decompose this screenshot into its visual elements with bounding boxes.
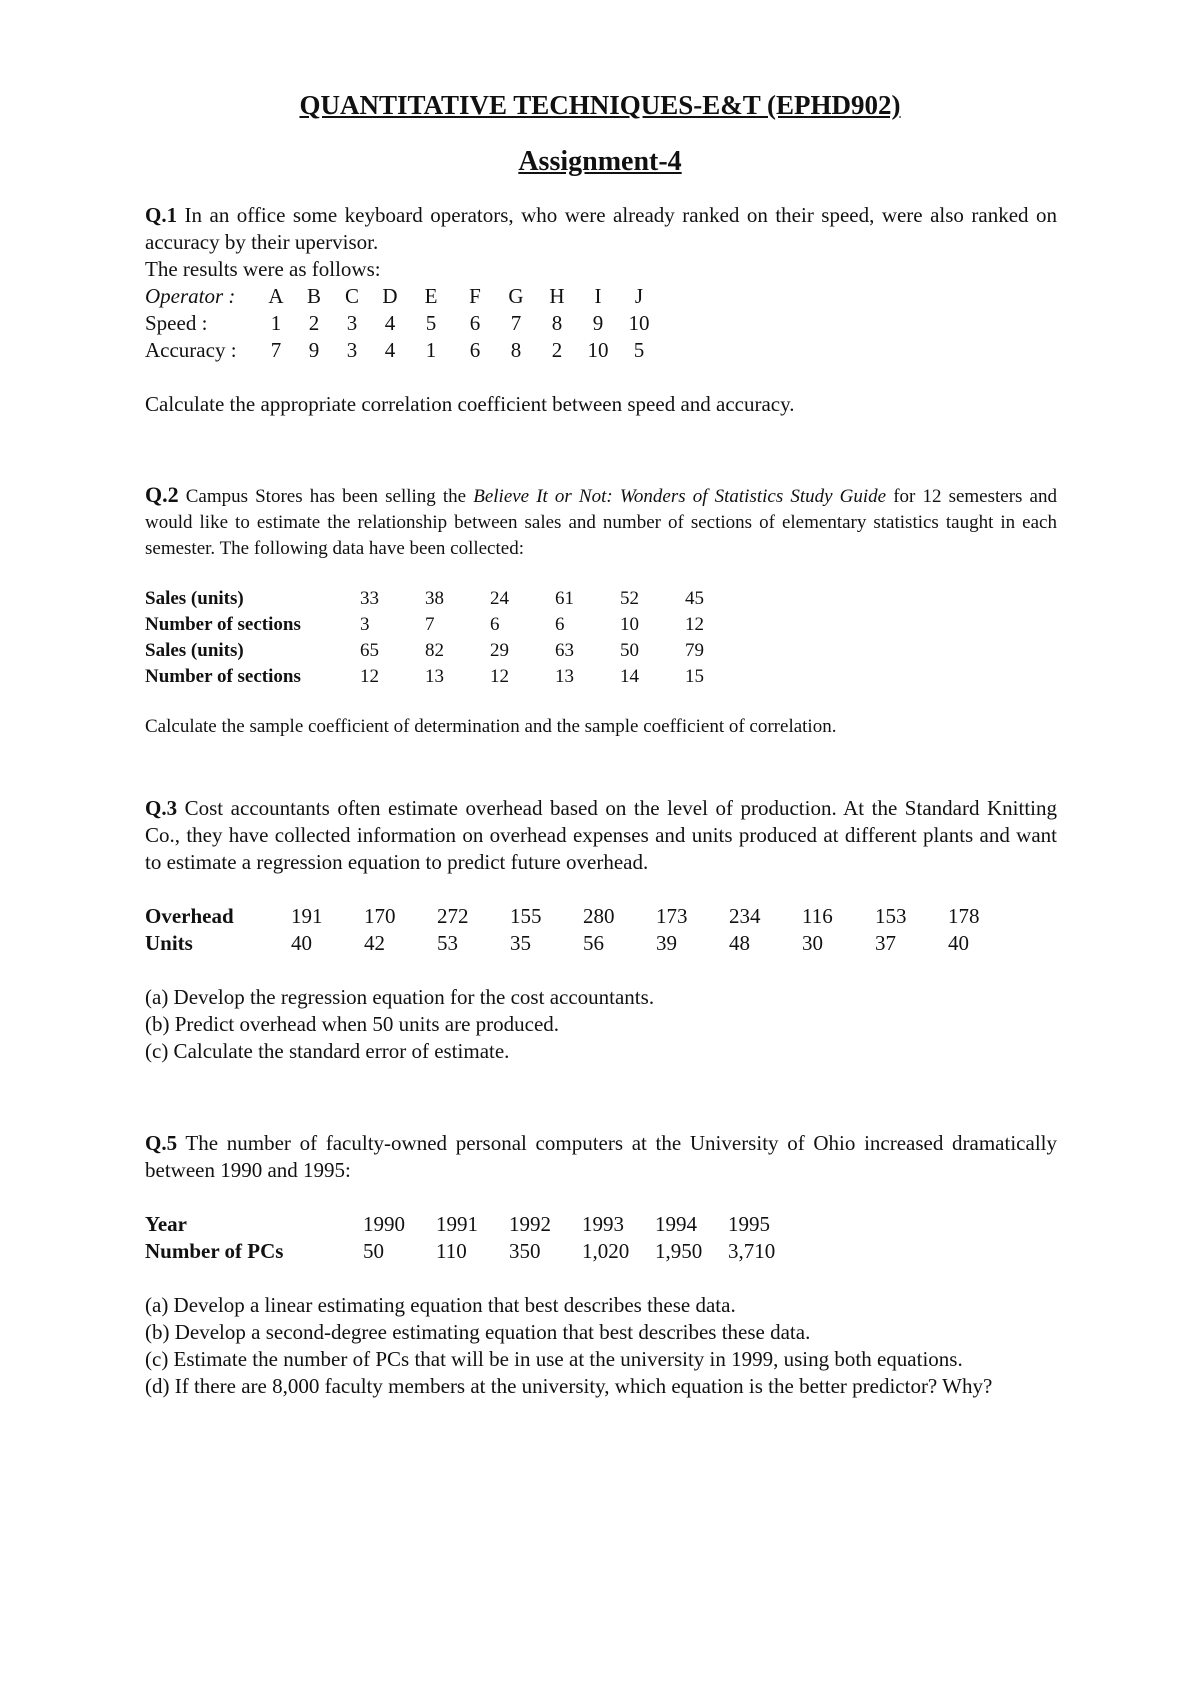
speed-cell: 8 — [551, 311, 563, 335]
q2-row-label: Number of sections — [145, 666, 301, 687]
q5-cell: 50 — [363, 1239, 384, 1263]
q5-cell: 1995 — [728, 1212, 770, 1236]
operator-cell: C — [344, 284, 359, 308]
q3-part: (c) Calculate the standard error of estimate. — [145, 1039, 510, 1063]
q5-cell: 1990 — [363, 1212, 405, 1236]
q3-table — [145, 903, 1057, 957]
q5-row-label: Year — [145, 1212, 187, 1236]
q3-cell: 153 — [875, 904, 907, 928]
q5-cell: 350 — [509, 1239, 541, 1263]
q3-cell: 42 — [364, 931, 385, 955]
q2-cell: 82 — [425, 640, 444, 661]
q5-cell: 1991 — [436, 1212, 478, 1236]
q3-cell: 116 — [802, 904, 833, 928]
q3-row-label: Overhead — [145, 904, 234, 928]
q2-cell: 45 — [685, 588, 704, 609]
q2-row — [145, 612, 1057, 638]
speed-cell: 3 — [346, 311, 358, 335]
q1-speed-row — [145, 310, 1057, 337]
q2-number: Q.2 — [145, 482, 179, 507]
q1-intro — [145, 202, 1057, 256]
q2-cell: 65 — [360, 640, 379, 661]
q2-book-title: Believe It or Not: Wonders of Statistics Study Guide — [473, 486, 887, 507]
q5-cell: 3,710 — [728, 1239, 776, 1263]
q3-number: Q.3 — [145, 796, 178, 820]
q3-parts — [145, 984, 1057, 1065]
q3-cell: 170 — [364, 904, 396, 928]
speed-cell: 6 — [469, 311, 481, 335]
q5-number: Q.5 — [145, 1131, 178, 1155]
operator-cell: E — [424, 284, 438, 308]
operator-cell: H — [549, 284, 565, 308]
q1-number: Q.1 — [145, 203, 178, 227]
q2-intro — [145, 482, 1057, 562]
question-1 — [145, 202, 1057, 418]
q5-cell: 110 — [436, 1239, 467, 1263]
question-5 — [145, 1130, 1057, 1400]
q3-cell: 191 — [291, 904, 323, 928]
speed-cell: 10 — [628, 311, 650, 335]
operator-cell: I — [594, 284, 602, 308]
operator-cell: D — [382, 284, 398, 308]
q2-row — [145, 586, 1057, 612]
q2-cell: 50 — [620, 640, 639, 661]
q3-part: (b) Predict overhead when 50 units are produced. — [145, 1012, 560, 1036]
q2-cell: 14 — [620, 666, 639, 687]
q5-part: (b) Develop a second-degree estimating equation that best describes these data. — [145, 1320, 811, 1344]
speed-cell: 4 — [384, 311, 396, 335]
speed-cell: 2 — [308, 311, 320, 335]
speed-cell: 5 — [425, 311, 437, 335]
q3-cell: 178 — [948, 904, 980, 928]
q2-cell: 33 — [360, 588, 379, 609]
q2-row-label: Number of sections — [145, 614, 301, 635]
operator-cell: F — [469, 284, 481, 308]
q3-row-units — [145, 930, 1057, 957]
q3-cell: 280 — [583, 904, 615, 928]
q3-cell: 56 — [583, 931, 604, 955]
question-3 — [145, 795, 1057, 1065]
q2-cell: 24 — [490, 588, 509, 609]
q2-cell: 52 — [620, 588, 639, 609]
q2-cell: 61 — [555, 588, 574, 609]
q1-question: Calculate the appropriate correlation coefficient between speed and accuracy. — [145, 392, 795, 416]
q3-cell: 48 — [729, 931, 750, 955]
q2-cell: 29 — [490, 640, 509, 661]
q5-part: (d) If there are 8,000 faculty members at the university, which equation is the better predictor? Why? — [145, 1374, 993, 1398]
q3-row-label: Units — [145, 931, 193, 955]
q5-row-pcs — [145, 1238, 1057, 1265]
q1-accuracy-row — [145, 337, 1057, 364]
q3-row-overhead — [145, 903, 1057, 930]
q5-part: (a) Develop a linear estimating equation that best describes these data. — [145, 1293, 736, 1317]
q2-row-label: Sales (units) — [145, 588, 244, 609]
q3-cell: 30 — [802, 931, 823, 955]
speed-cell: 7 — [510, 311, 522, 335]
q3-cell: 40 — [948, 931, 969, 955]
operator-cell: A — [268, 284, 284, 308]
speed-cell: 1 — [270, 311, 282, 335]
accuracy-cell: 1 — [425, 338, 437, 362]
q5-cell: 1,950 — [655, 1239, 703, 1263]
q2-cell: 12 — [360, 666, 379, 687]
q3-intro — [145, 795, 1057, 876]
q5-cell: 1994 — [655, 1212, 697, 1236]
q2-question: Calculate the sample coefficient of determination and the sample coefficient of correlation. — [145, 716, 837, 737]
q3-part: (a) Develop the regression equation for the cost accountants. — [145, 985, 655, 1009]
q2-cell: 3 — [360, 614, 370, 635]
q1-table — [145, 283, 1057, 364]
operator-label: Operator : — [145, 284, 236, 308]
q2-cell: 38 — [425, 588, 444, 609]
q5-part: (c) Estimate the number of PCs that will be in use at the university in 1999, using both equations. — [145, 1347, 963, 1371]
assignment-subtitle: Assignment-4 — [518, 146, 682, 177]
q2-cell: 6 — [490, 614, 500, 635]
q2-table — [145, 586, 1057, 690]
q2-row — [145, 664, 1057, 690]
accuracy-cell: 10 — [587, 338, 609, 362]
q5-row-label: Number of PCs — [145, 1239, 284, 1263]
accuracy-cell: 6 — [469, 338, 481, 362]
operator-cell: G — [508, 284, 524, 308]
q3-cell: 39 — [656, 931, 677, 955]
q3-cell: 37 — [875, 931, 896, 955]
question-2 — [145, 482, 1057, 740]
q2-text-a: Campus Stores has been selling the — [178, 486, 474, 507]
q2-cell: 7 — [425, 614, 435, 635]
q3-cell: 173 — [656, 904, 688, 928]
accuracy-cell: 4 — [384, 338, 396, 362]
q2-cell: 13 — [555, 666, 574, 687]
q5-parts — [145, 1292, 1057, 1400]
accuracy-cell: 3 — [346, 338, 358, 362]
q5-cell: 1,020 — [582, 1239, 630, 1263]
q2-row — [145, 638, 1057, 664]
q2-cell: 6 — [555, 614, 565, 635]
speed-cell: 9 — [592, 311, 604, 335]
q5-intro — [145, 1130, 1057, 1184]
q2-cell: 13 — [425, 666, 444, 687]
accuracy-cell: 9 — [308, 338, 320, 362]
operator-cell: B — [306, 284, 321, 308]
document-title: QUANTITATIVE TECHNIQUES-E&T (EPHD902) — [299, 90, 901, 120]
q5-cell: 1992 — [509, 1212, 551, 1236]
q2-cell: 15 — [685, 666, 704, 687]
q3-cell: 155 — [510, 904, 542, 928]
operator-cell: J — [634, 284, 644, 308]
q2-cell: 12 — [685, 614, 704, 635]
q5-table — [145, 1211, 1057, 1265]
accuracy-label: Accuracy : — [145, 338, 237, 362]
accuracy-cell: 7 — [270, 338, 282, 362]
q2-cell: 10 — [620, 614, 639, 635]
q3-cell: 272 — [437, 904, 469, 928]
q5-cell: 1993 — [582, 1212, 624, 1236]
q2-cell: 12 — [490, 666, 509, 687]
q5-row-year — [145, 1211, 1057, 1238]
accuracy-cell: 8 — [510, 338, 522, 362]
accuracy-cell: 2 — [551, 338, 563, 362]
q2-cell: 63 — [555, 640, 574, 661]
accuracy-cell: 5 — [633, 338, 645, 362]
q1-intro-text: In an office some keyboard operators, who were already ranked on their speed, were also ranked on accuracy by their upervisor. — [145, 203, 1057, 254]
q3-cell: 40 — [291, 931, 312, 955]
q3-cell: 35 — [510, 931, 531, 955]
q2-text-b: for 12 semesters and would like to estimate the relationship between sales and number of sections of elementary statistics taught in each semester. The following data have been collected: — [145, 486, 1057, 559]
q1-operator-row — [145, 283, 1057, 310]
q5-text: The number of faculty-owned personal computers at the University of Ohio increased dramatically between 1990 and 1995: — [145, 1131, 1057, 1182]
q3-cell: 53 — [437, 931, 458, 955]
q2-cell: 79 — [685, 640, 704, 661]
speed-label: Speed : — [145, 311, 208, 335]
q2-row-label: Sales (units) — [145, 640, 244, 661]
q1-results-line: The results were as follows: — [145, 257, 381, 281]
q3-cell: 234 — [729, 904, 761, 928]
q3-text: Cost accountants often estimate overhead based on the level of production. At the Standard Knitting Co., they have collected information on overhead expenses and units produced at different plants and want to estimate a regression equation to predict future overhead. — [145, 796, 1057, 874]
